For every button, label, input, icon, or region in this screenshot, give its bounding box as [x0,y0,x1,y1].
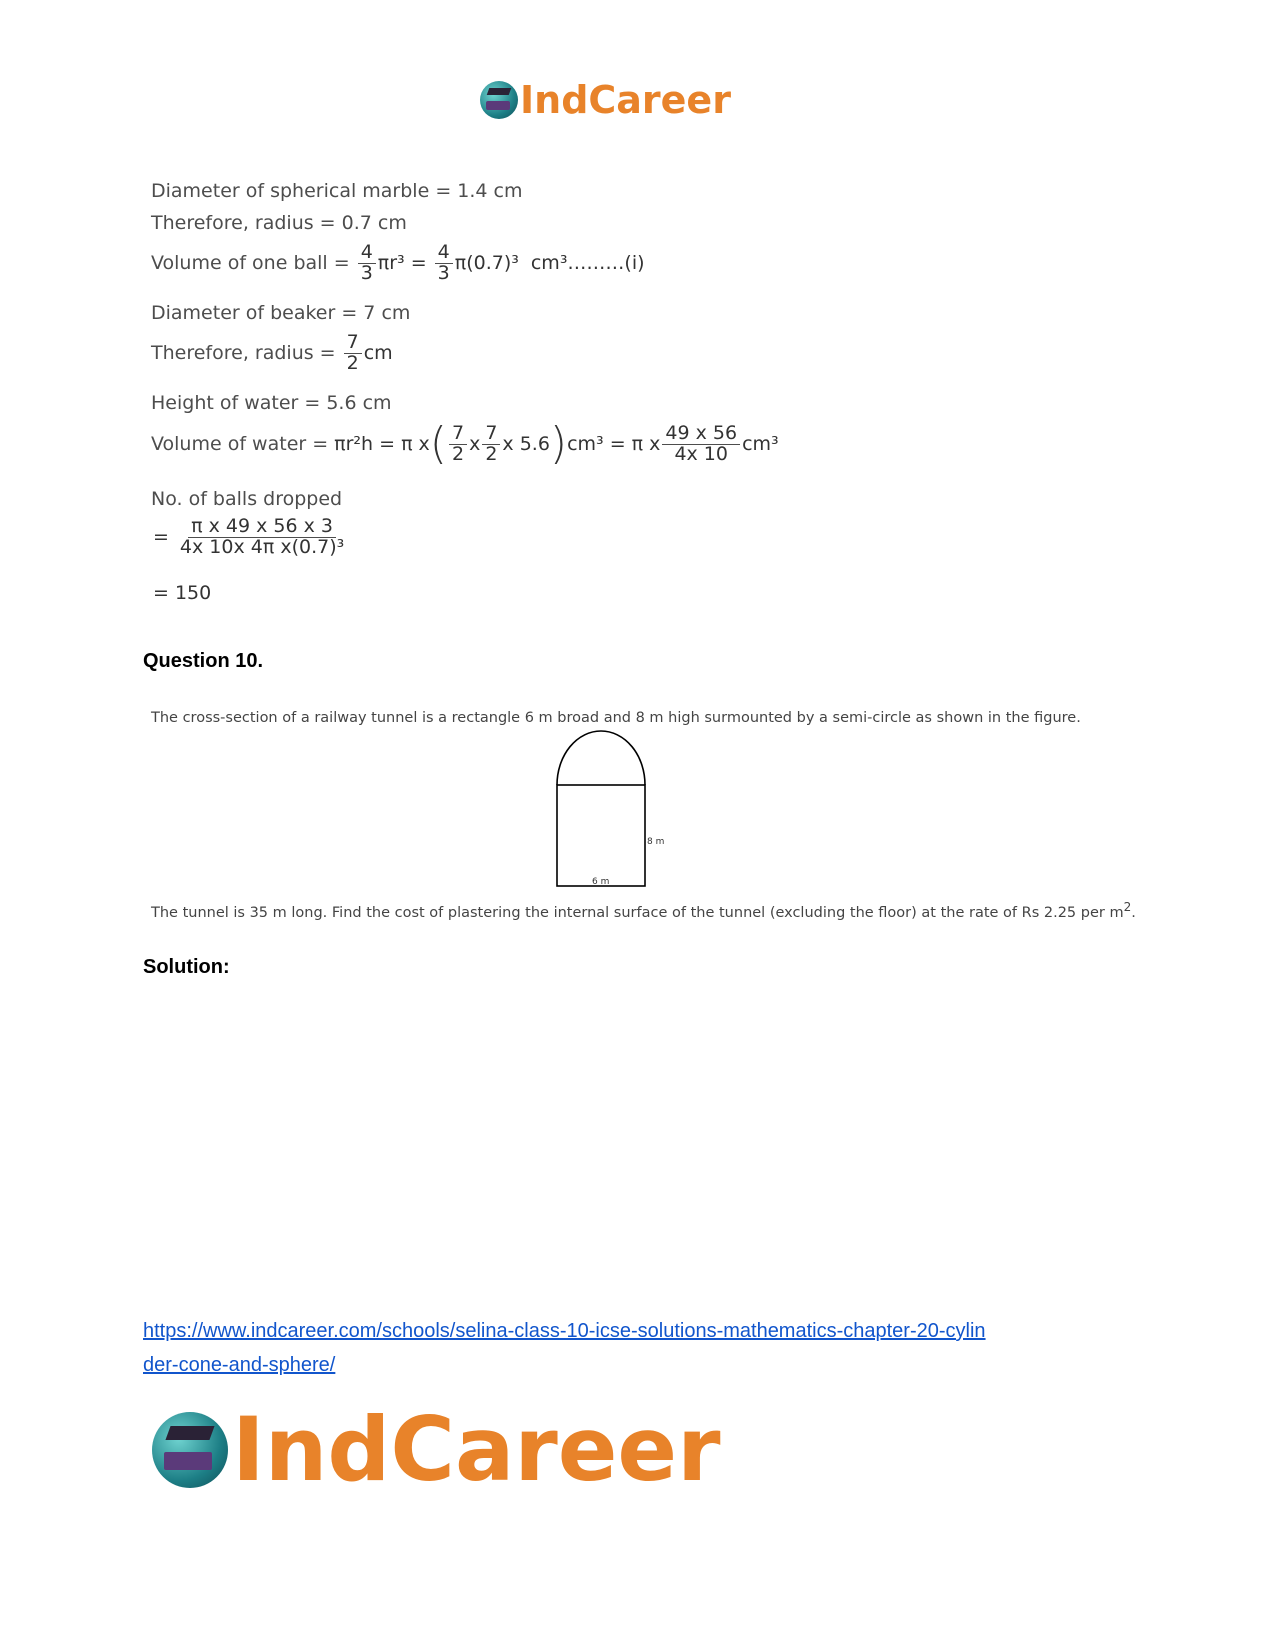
footer-link-line-1[interactable]: https://www.indcareer.com/schools/selina-class-10-icse-solutions-mathematics-chapter-20-cylin [143,1320,986,1342]
answer-line: = 150 [153,582,212,604]
footer-logo-text: IndCareer [232,1398,721,1501]
balls-numerator: π x 49 x 56 x 3 [188,517,336,538]
question-text-2 [151,900,1136,921]
volume-formula: $\frac{4}{3}$ πr³ = $\frac{4}{3}$ π(0.7)³ [356,243,519,284]
volume-water-line [151,418,779,469]
question-text-2-main: The tunnel is 35 m long. Find the cost of plastering the internal surface of the tunnel (excluding the floor) at the rate of Rs 2.25 per m [151,904,1124,921]
solution-line-8: No. of balls dropped [151,488,343,510]
header-logo [480,78,731,122]
volume-one-ball-label: Volume of one ball = [151,252,350,275]
solution-heading: Solution: [143,956,230,978]
balls-denominator: 4x 10x 4π x(0.7)³ [179,535,345,558]
volume-water-label: Volume of water = [151,433,329,455]
header-logo-text: IndCareer [520,78,731,122]
tunnel-width-label: 6 m [592,877,610,887]
tunnel-semicircle [557,731,645,785]
solution-line-4: Diameter of beaker = 7 cm [151,302,411,324]
tunnel-rectangle [557,785,645,886]
tunnel-height-label: 8 m [647,837,665,847]
globe-icon [152,1412,228,1488]
volume-one-ball-tail: cm³………(i) [530,252,645,275]
beaker-radius-unit: cm [363,342,393,365]
question-heading: Question 10. [143,650,264,672]
question-text: The cross-section of a railway tunnel is a rectangle 6 m broad and 8 m high surmounted by a semi-circle as shown in the figure. [151,710,1081,726]
solution-line-1: Diameter of spherical marble = 1.4 cm [151,180,523,202]
footer-logo [152,1398,721,1501]
tunnel-figure [550,728,680,893]
solution-line-2: Therefore, radius = 0.7 cm [151,212,407,234]
globe-icon [480,81,518,119]
balls-fraction-line: = $\frac{\text{π x 49 x 56 x 3}}{\text{4x 10x 4π x(0.7)³}}$ [153,517,349,558]
question-text-2-sup: 2 [1123,900,1132,914]
solution-line-6: Height of water = 5.6 cm [151,392,392,414]
beaker-radius-line: Therefore, radius = $\frac{7}{2}$ cm [151,331,393,374]
question-text-2-end: . [1131,904,1136,921]
beaker-radius-label: Therefore, radius = [151,342,336,365]
volume-one-ball-line [151,243,645,284]
volume-water-formula: πr²h = π x ( $\frac{7}{2}$ x $\frac{7}{2}$ x 5.6 ) cm³ = π x $\frac{49 x 56}{4x 10}$ cm³ [334,418,779,469]
footer-link-line-2[interactable]: der-cone-and-sphere/ [143,1354,336,1376]
